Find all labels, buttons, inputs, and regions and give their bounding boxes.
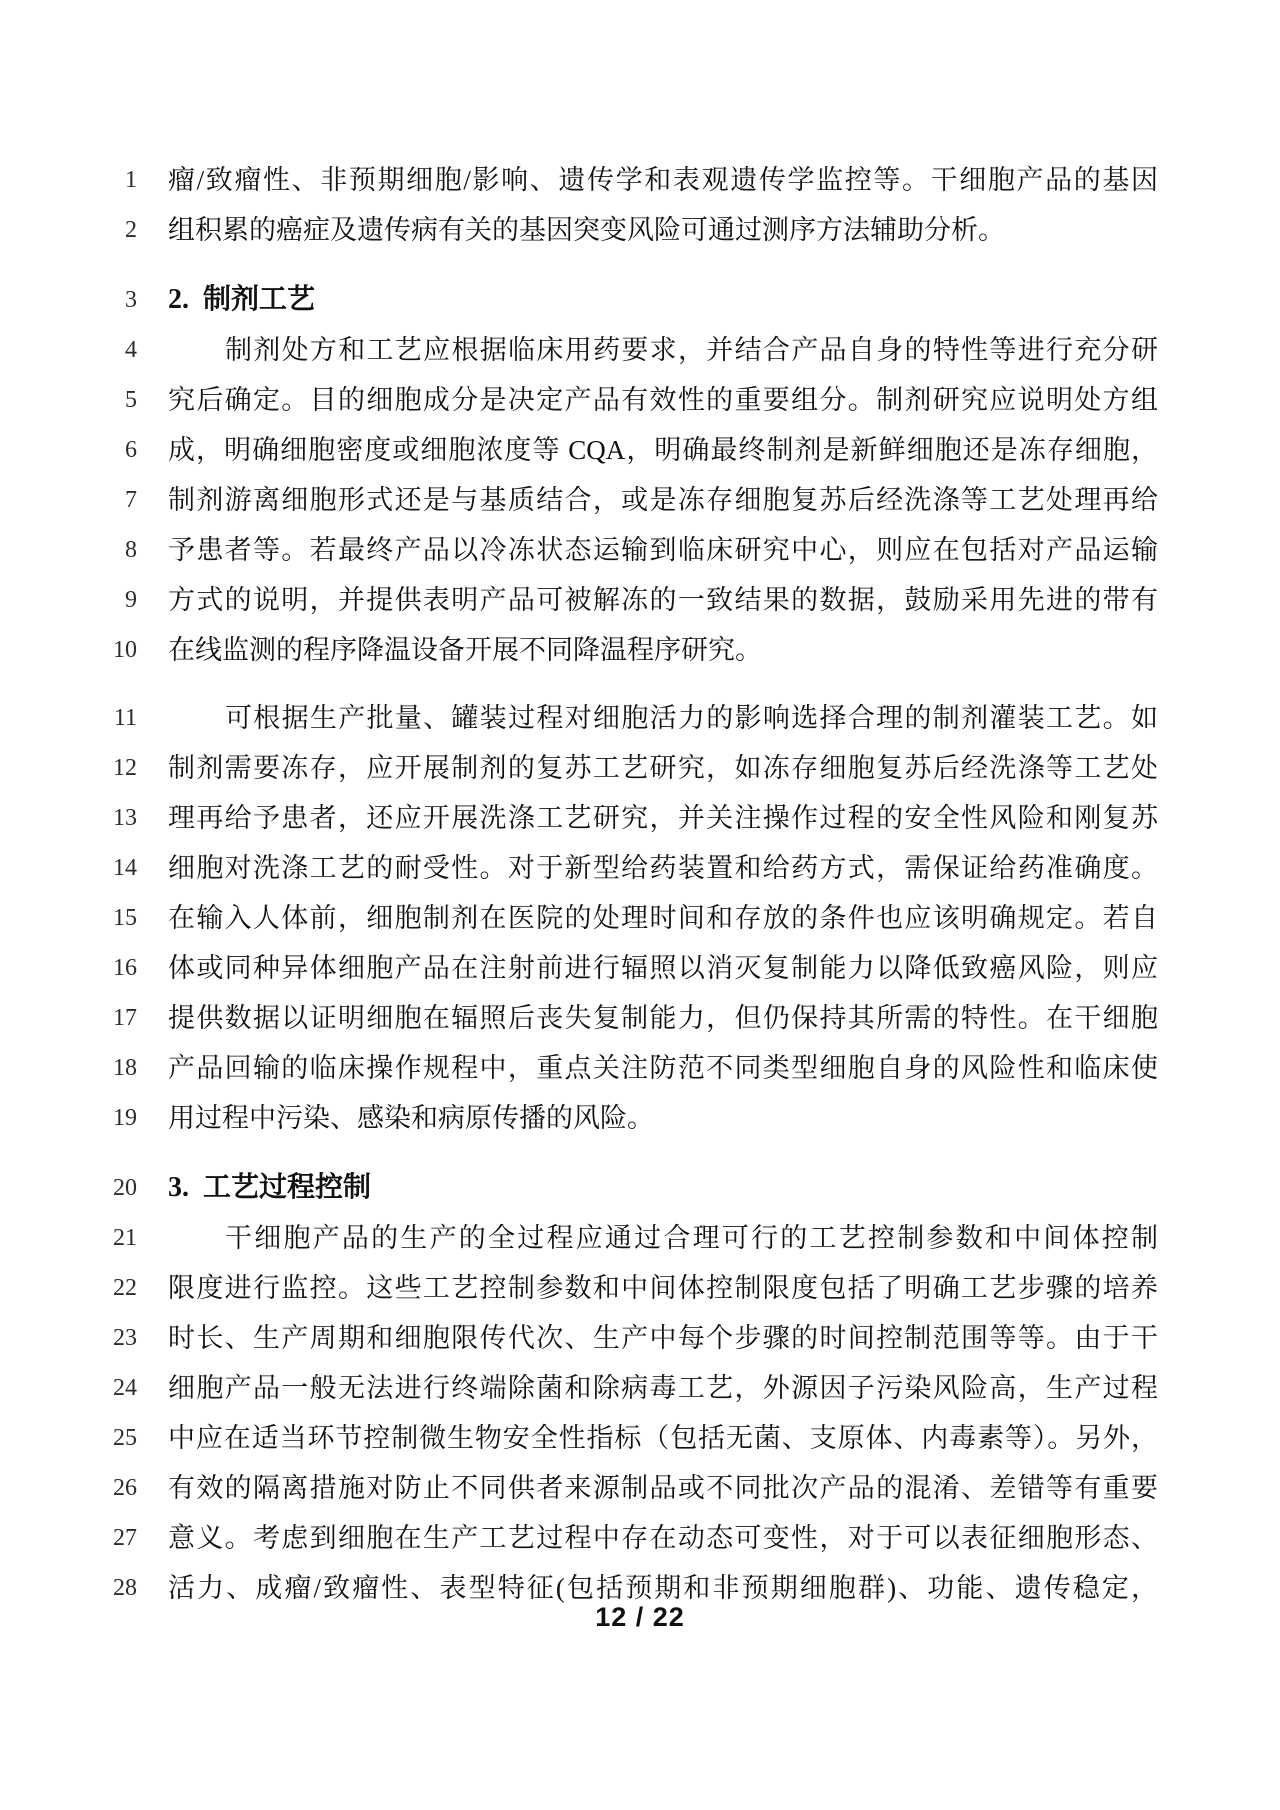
line-number: 17 [113,1005,137,1031]
line-text: 细胞产品一般无法进行终端除菌和除病毒工艺，外源因子污染风险高，生产过程 [168,1373,1158,1403]
section-heading-text: 3. 工艺过程控制 [168,1172,372,1203]
text-line [99,325,1158,375]
line-number: 1 [125,167,137,193]
line-number: 18 [113,1055,137,1081]
line-text: 时长、生产周期和细胞限传代次、生产中每个步骤的时间控制范围等等。由于干 [168,1323,1158,1353]
text-line [99,625,1158,675]
line-number: 13 [113,805,137,831]
line-number: 16 [113,955,137,981]
line-number: 23 [113,1325,137,1351]
line-number: 7 [125,487,137,513]
text-line [99,1263,1158,1313]
text-line [99,475,1158,525]
page-number: 12 / 22 [595,1602,685,1632]
line-text: 可根据生产批量、罐装过程对细胞活力的影响选择合理的制剂灌装工艺。如 [225,703,1158,733]
text-line [99,155,1158,205]
line-text: 制剂游离细胞形式还是与基质结合，或是冻存细胞复苏后经洗涤等工艺处理再给 [168,485,1158,515]
line-number: 20 [113,1175,137,1201]
text-line [99,943,1158,993]
text-line [99,1363,1158,1413]
line-number: 21 [113,1225,137,1251]
line-number: 11 [113,705,137,731]
text-line [99,575,1158,625]
line-number: 9 [125,587,137,613]
section-heading-row [99,1163,1158,1213]
line-number: 5 [125,387,137,413]
line-text: 体或同种异体细胞产品在注射前进行辐照以消灭复制能力以降低致癌风险，则应 [168,953,1158,983]
line-text: 理再给予患者，还应开展洗涤工艺研究，并关注操作过程的安全性风险和刚复苏 [168,803,1158,833]
line-number: 6 [125,437,137,463]
text-line [99,1513,1158,1563]
text-line [99,1313,1158,1363]
line-number: 28 [113,1575,137,1601]
line-number: 4 [125,337,137,363]
line-number: 8 [125,537,137,563]
line-text: 用过程中污染、感染和病原传播的风险。 [168,1103,654,1133]
line-text: 活力、成瘤/致瘤性、表型特征(包括预期和非预期细胞群)、功能、遗传稳定， [168,1573,1158,1603]
line-text: 在输入人体前，细胞制剂在医院的处理时间和存放的条件也应该明确规定。若自 [168,903,1158,933]
text-line [99,793,1158,843]
line-number: 26 [113,1475,137,1501]
line-number: 15 [113,905,137,931]
text-line [99,1043,1158,1093]
text-line [99,1213,1158,1263]
line-text: 制剂需要冻存，应开展制剂的复苏工艺研究，如冻存细胞复苏后经洗涤等工艺处 [168,753,1158,783]
text-line [99,843,1158,893]
line-text: 干细胞产品的生产的全过程应通过合理可行的工艺控制参数和中间体控制 [225,1223,1158,1253]
line-number: 10 [113,637,137,663]
line-text: 提供数据以证明细胞在辐照后丧失复制能力，但仍保持其所需的特性。在干细胞 [168,1003,1158,1033]
line-number: 25 [113,1425,137,1451]
text-line [99,205,1158,255]
text-line [99,693,1158,743]
line-number: 2 [125,217,137,243]
text-line [99,893,1158,943]
text-line [99,1463,1158,1513]
line-number: 19 [113,1105,137,1131]
line-text: 瘤/致瘤性、非预期细胞/影响、遗传学和表观遗传学监控等。干细胞产品的基因 [168,165,1158,195]
line-number: 14 [113,855,137,881]
text-line [99,743,1158,793]
text-line [99,525,1158,575]
section-heading-row [99,275,1158,325]
line-text: 在线监测的程序降温设备开展不同降温程序研究。 [168,635,762,665]
line-text: 方式的说明，并提供表明产品可被解冻的一致结果的数据，鼓励采用先进的带有 [168,585,1158,615]
line-text: 究后确定。目的细胞成分是决定产品有效性的重要组分。制剂研究应说明处方组 [168,385,1158,415]
text-line [99,425,1158,475]
line-number: 22 [113,1275,137,1301]
line-text: 有效的隔离措施对防止不同供者来源制品或不同批次产品的混淆、差错等有重要 [168,1473,1158,1503]
line-number: 24 [113,1375,137,1401]
line-text: 产品回输的临床操作规程中，重点关注防范不同类型细胞自身的风险性和临床使 [168,1053,1158,1083]
section-heading-text: 2. 制剂工艺 [168,284,316,315]
line-text: 组积累的癌症及遗传病有关的基因突变风险可通过测序方法辅助分析。 [168,215,1005,245]
line-text: 予患者等。若最终产品以冷冻状态运输到临床研究中心，则应在包括对产品运输 [168,535,1158,565]
line-text: 中应在适当环节控制微生物安全性指标（包括无菌、支原体、内毒素等）。另外， [168,1423,1158,1453]
line-text: 制剂处方和工艺应根据临床用药要求，并结合产品自身的特性等进行充分研 [225,335,1158,365]
line-number: 27 [113,1525,137,1551]
text-line [99,1413,1158,1463]
line-text: 细胞对洗涤工艺的耐受性。对于新型给药装置和给药方式，需保证给药准确度。 [168,853,1158,883]
text-line [99,1093,1158,1143]
line-text: 意义。考虑到细胞在生产工艺过程中存在动态可变性，对于可以表征细胞形态、 [168,1523,1158,1553]
text-line [99,375,1158,425]
document-text-area [99,155,1158,1613]
line-text: 限度进行监控。这些工艺控制参数和中间体控制限度包括了明确工艺步骤的培养 [168,1273,1158,1303]
text-line [99,993,1158,1043]
line-number: 12 [113,755,137,781]
line-number: 3 [125,287,137,313]
line-text: 成，明确细胞密度或细胞浓度等 CQA，明确最终制剂是新鲜细胞还是冻存细胞， [168,435,1158,465]
